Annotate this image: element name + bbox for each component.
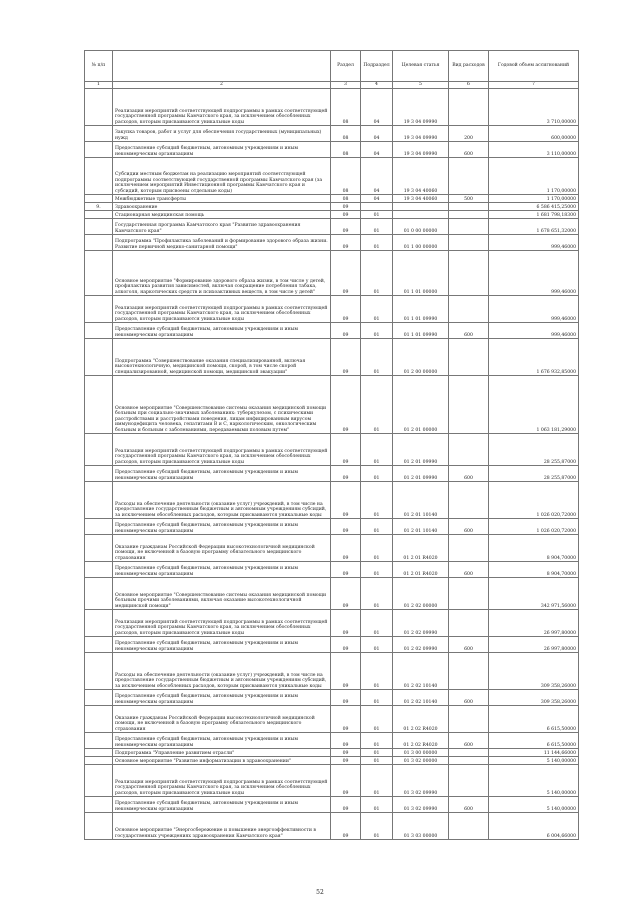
- row-amount: 5 140,00000: [489, 757, 579, 765]
- row-vid: [449, 482, 489, 519]
- row-number: [85, 126, 113, 142]
- row-name: Межбюджетные трансферты: [113, 195, 331, 203]
- row-vid: 600: [449, 562, 489, 578]
- row-amount: 1 026 020,72000: [489, 482, 579, 519]
- row-celevaya: 01 2 01 09990: [393, 434, 449, 466]
- row-vid: [449, 578, 489, 610]
- row-celevaya: 19 3 04 09990: [393, 142, 449, 158]
- table-row: [85, 211, 579, 219]
- row-name: Основное мероприятие "Совершенствование системы оказания медицинской помощи больным прочими заболеваниями, включая оказание высокотехнологичной медицинской помощи": [113, 578, 331, 610]
- row-amount: 1 170,00000: [489, 195, 579, 203]
- row-razdel: 09: [331, 813, 361, 840]
- table-row: [85, 813, 579, 840]
- row-podrazdel: 04: [361, 158, 393, 195]
- header-name: [113, 51, 331, 82]
- row-vid: [449, 203, 489, 211]
- row-podrazdel: 01: [361, 211, 393, 219]
- row-number: [85, 653, 113, 690]
- row-vid: 600: [449, 323, 489, 339]
- row-podrazdel: 01: [361, 562, 393, 578]
- row-celevaya: 01 1 01 00000: [393, 251, 449, 296]
- row-razdel: 09: [331, 235, 361, 251]
- row-podrazdel: 01: [361, 637, 393, 653]
- row-vid: [449, 535, 489, 562]
- row-amount: 8 904,70000: [489, 535, 579, 562]
- table-row: [85, 158, 579, 195]
- table-row: [85, 578, 579, 610]
- row-podrazdel: 01: [361, 749, 393, 757]
- row-vid: 600: [449, 142, 489, 158]
- row-vid: [449, 610, 489, 637]
- table-row: [85, 296, 579, 323]
- row-podrazdel: 01: [361, 765, 393, 797]
- table-row: [85, 535, 579, 562]
- row-amount: 342 971,56000: [489, 578, 579, 610]
- column-index: 4: [361, 82, 393, 89]
- row-number: 9.: [85, 203, 113, 211]
- row-razdel: 09: [331, 706, 361, 733]
- row-vid: [449, 219, 489, 235]
- row-number: [85, 749, 113, 757]
- row-podrazdel: 01: [361, 434, 393, 466]
- table-row: [85, 765, 579, 797]
- row-vid: [449, 211, 489, 219]
- row-name: Государственная программа Камчатского края "Развитие здравоохранения Камчатского края": [113, 219, 331, 235]
- row-celevaya: 01 1 01 09990: [393, 323, 449, 339]
- row-vid: 600: [449, 690, 489, 706]
- row-name: Предоставление субсидий бюджетным, автономным учреждениям и иным некоммерческим организациям: [113, 690, 331, 706]
- row-razdel: 08: [331, 142, 361, 158]
- row-podrazdel: 04: [361, 195, 393, 203]
- row-celevaya: 01 2 02 R4020: [393, 706, 449, 733]
- row-celevaya: 19 3 04 09990: [393, 126, 449, 142]
- row-name: Оказание гражданам Российской Федерации высокотехнологичной медицинской помощи, не включенной в базовую программу обязательного медицинского страхования: [113, 535, 331, 562]
- row-podrazdel: 04: [361, 126, 393, 142]
- row-razdel: 09: [331, 562, 361, 578]
- row-number: [85, 765, 113, 797]
- row-celevaya: 01 2 01 10140: [393, 482, 449, 519]
- row-celevaya: 01 0 00 00000: [393, 219, 449, 235]
- row-razdel: 09: [331, 323, 361, 339]
- row-name: Предоставление субсидий бюджетным, автономным учреждениям и иным некоммерческим организациям: [113, 797, 331, 813]
- row-podrazdel: 01: [361, 690, 393, 706]
- row-razdel: 09: [331, 296, 361, 323]
- row-number: [85, 235, 113, 251]
- row-celevaya: 01 2 01 R4020: [393, 562, 449, 578]
- row-celevaya: 01 2 02 10140: [393, 653, 449, 690]
- row-name: Предоставление субсидий бюджетным, автономным учреждениям и иным некоммерческим организациям: [113, 142, 331, 158]
- row-number: [85, 339, 113, 376]
- row-vid: [449, 158, 489, 195]
- column-index: 2: [113, 82, 331, 89]
- row-celevaya: [393, 203, 449, 211]
- column-index: 1: [85, 82, 113, 89]
- row-razdel: 09: [331, 765, 361, 797]
- table-row: [85, 195, 579, 203]
- row-vid: [449, 235, 489, 251]
- row-vid: [449, 89, 489, 126]
- row-number: [85, 219, 113, 235]
- row-amount: 6 615,50000: [489, 706, 579, 733]
- row-amount: 1 063 181,29000: [489, 376, 579, 434]
- table-row: [85, 757, 579, 765]
- row-vid: [449, 434, 489, 466]
- row-name: Подпрограмма "Управление развитием отрасли": [113, 749, 331, 757]
- row-razdel: 09: [331, 797, 361, 813]
- row-razdel: 09: [331, 733, 361, 749]
- row-number: [85, 323, 113, 339]
- row-podrazdel: 01: [361, 813, 393, 840]
- table-row: [85, 339, 579, 376]
- row-amount: 999,46000: [489, 296, 579, 323]
- row-amount: 5 140,00000: [489, 765, 579, 797]
- row-number: [85, 466, 113, 482]
- row-celevaya: 01 1 00 00000: [393, 235, 449, 251]
- row-amount: 6 615,50000: [489, 733, 579, 749]
- row-celevaya: 01 3 02 00000: [393, 757, 449, 765]
- row-number: [85, 535, 113, 562]
- row-vid: 200: [449, 126, 489, 142]
- row-razdel: 09: [331, 637, 361, 653]
- row-number: [85, 706, 113, 733]
- table-row: [85, 797, 579, 813]
- header-sum: Годовой объем ассигнований: [489, 51, 579, 82]
- row-podrazdel: 01: [361, 733, 393, 749]
- row-razdel: 09: [331, 203, 361, 211]
- row-number: [85, 610, 113, 637]
- table-row: [85, 142, 579, 158]
- row-razdel: 08: [331, 158, 361, 195]
- table-row: [85, 653, 579, 690]
- row-podrazdel: 01: [361, 235, 393, 251]
- row-razdel: 09: [331, 519, 361, 535]
- row-razdel: 09: [331, 690, 361, 706]
- row-amount: 1 026 020,72000: [489, 519, 579, 535]
- row-vid: [449, 813, 489, 840]
- row-razdel: 09: [331, 482, 361, 519]
- column-index: 3: [331, 82, 361, 89]
- row-name: Предоставление субсидий бюджетным, автономным учреждениям и иным некоммерческим организациям: [113, 637, 331, 653]
- row-number: [85, 797, 113, 813]
- row-podrazdel: 01: [361, 376, 393, 434]
- row-razdel: 09: [331, 339, 361, 376]
- row-razdel: 09: [331, 211, 361, 219]
- row-razdel: 08: [331, 126, 361, 142]
- row-vid: [449, 376, 489, 434]
- table-row: [85, 251, 579, 296]
- column-index: 5: [393, 82, 449, 89]
- row-podrazdel: 01: [361, 706, 393, 733]
- row-podrazdel: 01: [361, 219, 393, 235]
- row-name: Оказание гражданам Российской Федерации высокотехнологичной медицинской помощи, не включенной в базовую программу обязательного медицинского страхования: [113, 706, 331, 733]
- budget-table: [84, 50, 579, 840]
- table-row: [85, 690, 579, 706]
- row-amount: 26 997,80000: [489, 637, 579, 653]
- table-row: [85, 126, 579, 142]
- row-podrazdel: 01: [361, 757, 393, 765]
- row-amount: 8 904,70000: [489, 562, 579, 578]
- table-row: [85, 89, 579, 126]
- row-number: [85, 142, 113, 158]
- row-vid: [449, 765, 489, 797]
- row-vid: [449, 757, 489, 765]
- row-number: [85, 690, 113, 706]
- row-celevaya: 19 3 04 09990: [393, 89, 449, 126]
- row-amount: 999,46000: [489, 323, 579, 339]
- row-name: Основное мероприятие "Развитие информатизации в здравоохранении": [113, 757, 331, 765]
- row-vid: 600: [449, 733, 489, 749]
- row-razdel: 08: [331, 89, 361, 126]
- row-celevaya: 01 3 02 09990: [393, 797, 449, 813]
- row-name: Реализация мероприятий соответствующей подпрограммы в рамках соответствующей государственной программы Камчатского края, за исключением обособленных расходов, которым присваиваются уникальные коды: [113, 610, 331, 637]
- header-razdel: Раздел: [331, 51, 361, 82]
- row-name: Предоставление субсидий бюджетным, автономным учреждениям и иным некоммерческим организациям: [113, 466, 331, 482]
- row-vid: [449, 296, 489, 323]
- row-vid: 600: [449, 637, 489, 653]
- row-vid: [449, 339, 489, 376]
- table-row: [85, 482, 579, 519]
- row-celevaya: [393, 211, 449, 219]
- table-row: [85, 323, 579, 339]
- row-amount: 28 255,87000: [489, 466, 579, 482]
- row-podrazdel: 01: [361, 653, 393, 690]
- table-row: [85, 519, 579, 535]
- row-razdel: 09: [331, 251, 361, 296]
- row-amount: 6 004,66000: [489, 813, 579, 840]
- row-celevaya: 01 2 02 R4020: [393, 733, 449, 749]
- table-row: [85, 637, 579, 653]
- row-number: [85, 251, 113, 296]
- row-razdel: 09: [331, 376, 361, 434]
- row-celevaya: 01 3 03 00000: [393, 813, 449, 840]
- column-index-row: [85, 82, 579, 89]
- row-name: Основное мероприятие "Совершенствование системы оказания медицинской помощи больным при социально-значимых заболеваниях: туберкулезом, с психическими расстройствами и расстройствами поведения, лицам инфицированным вирусом иммунодефицита человека, гепатитами B и C, наркологическим, онкологическим больным и больным с заболеваниями, передаваемыми половым путем": [113, 376, 331, 434]
- row-number: [85, 578, 113, 610]
- row-podrazdel: 01: [361, 251, 393, 296]
- row-celevaya: 01 2 01 10140: [393, 519, 449, 535]
- row-podrazdel: 01: [361, 797, 393, 813]
- header-podrazdel: Подраздел: [361, 51, 393, 82]
- row-celevaya: 01 3 00 00000: [393, 749, 449, 757]
- row-amount: 309 358,26000: [489, 653, 579, 690]
- row-number: [85, 376, 113, 434]
- table-row: [85, 562, 579, 578]
- header-vid: Вид расходов: [449, 51, 489, 82]
- row-celevaya: 01 2 02 10140: [393, 690, 449, 706]
- row-name: Расходы на обеспечение деятельности (оказание услуг) учреждений, в том числе на предоставление государственным бюджетным и автономным учреждениям субсидий, за исключением обособленных расходов, которым присваиваются уникальные коды: [113, 482, 331, 519]
- row-number: [85, 89, 113, 126]
- row-podrazdel: 01: [361, 535, 393, 562]
- table-row: [85, 733, 579, 749]
- row-amount: 6 586 415,25000: [489, 203, 579, 211]
- row-amount: 11 144,66000: [489, 749, 579, 757]
- row-razdel: 09: [331, 578, 361, 610]
- row-podrazdel: 01: [361, 578, 393, 610]
- budget-table-page: [84, 50, 578, 840]
- row-number: [85, 637, 113, 653]
- row-celevaya: 01 2 02 00000: [393, 578, 449, 610]
- table-row: [85, 434, 579, 466]
- row-podrazdel: [361, 203, 393, 211]
- row-amount: 309 358,26000: [489, 690, 579, 706]
- row-number: [85, 195, 113, 203]
- page-number: 52: [316, 889, 324, 896]
- row-razdel: 09: [331, 610, 361, 637]
- table-row: [85, 219, 579, 235]
- row-name: Здравоохранение: [113, 203, 331, 211]
- row-podrazdel: 01: [361, 610, 393, 637]
- row-celevaya: 19 3 04 40060: [393, 195, 449, 203]
- row-podrazdel: 01: [361, 482, 393, 519]
- row-amount: 1 681 798,18300: [489, 211, 579, 219]
- row-celevaya: 19 3 04 40060: [393, 158, 449, 195]
- row-podrazdel: 01: [361, 519, 393, 535]
- row-razdel: 09: [331, 535, 361, 562]
- row-amount: 600,00000: [489, 126, 579, 142]
- row-amount: 1 676 932,85000: [489, 339, 579, 376]
- row-name: Закупка товаров, работ и услуг для обеспечения государственных (муниципальных) нужд: [113, 126, 331, 142]
- row-razdel: 09: [331, 749, 361, 757]
- header-num: № п/п: [85, 51, 113, 82]
- column-index: 7: [489, 82, 579, 89]
- row-celevaya: 01 2 02 09990: [393, 610, 449, 637]
- row-number: [85, 434, 113, 466]
- row-number: [85, 519, 113, 535]
- table-row: [85, 610, 579, 637]
- row-razdel: 09: [331, 434, 361, 466]
- row-number: [85, 733, 113, 749]
- row-name: Основное мероприятие "Формирование здорового образа жизни, в том числе у детей, профилактика развития зависимостей, включая сокращение потребления табака, алкоголя, наркотических средств и психоактивных веществ, в том числе у детей": [113, 251, 331, 296]
- row-podrazdel: 04: [361, 142, 393, 158]
- row-celevaya: 01 2 02 09990: [393, 637, 449, 653]
- row-name: Основное мероприятие "Энергосбережение и повышение энергоэффективности в государственных учреждениях здравоохранения Камчатского края": [113, 813, 331, 840]
- row-number: [85, 158, 113, 195]
- row-amount: 28 255,87000: [489, 434, 579, 466]
- header-celevaya: Целевая статья: [393, 51, 449, 82]
- column-index: 6: [449, 82, 489, 89]
- row-podrazdel: 01: [361, 323, 393, 339]
- row-name: Предоставление субсидий бюджетным, автономным учреждениям и иным некоммерческим организациям: [113, 562, 331, 578]
- row-name: Предоставление субсидий бюджетным, автономным учреждениям и иным некоммерческим организациям: [113, 323, 331, 339]
- row-vid: 600: [449, 519, 489, 535]
- row-celevaya: 01 3 02 09990: [393, 765, 449, 797]
- row-vid: 600: [449, 797, 489, 813]
- table-row: [85, 376, 579, 434]
- row-vid: [449, 653, 489, 690]
- row-number: [85, 813, 113, 840]
- table-row: [85, 706, 579, 733]
- row-number: [85, 211, 113, 219]
- row-celevaya: 01 2 01 R4020: [393, 535, 449, 562]
- row-name: Расходы на обеспечение деятельности (оказание услуг) учреждений, в том числе на предоставление государственным бюджетным и автономным учреждениям субсидий, за исключением обособленных расходов, которым присваиваются уникальные коды: [113, 653, 331, 690]
- row-amount: 26 997,80000: [489, 610, 579, 637]
- table-row: [85, 749, 579, 757]
- table-row: [85, 466, 579, 482]
- row-name: Подпрограмма "Профилактика заболеваний и формирование здорового образа жизни. Развитие первичной медико-санитарной помощи": [113, 235, 331, 251]
- row-podrazdel: 01: [361, 339, 393, 376]
- row-celevaya: 01 2 01 09990: [393, 466, 449, 482]
- table-row: [85, 235, 579, 251]
- table-header-row: [85, 51, 579, 82]
- row-name: Реализация мероприятий соответствующей подпрограммы в рамках соответствующей государственной программы Камчатского края, за исключением обособленных расходов, которым присваиваются уникальные коды: [113, 89, 331, 126]
- row-razdel: 08: [331, 195, 361, 203]
- row-celevaya: 01 1 01 09990: [393, 296, 449, 323]
- row-razdel: 09: [331, 653, 361, 690]
- row-number: [85, 562, 113, 578]
- row-podrazdel: 01: [361, 466, 393, 482]
- row-vid: 600: [449, 466, 489, 482]
- row-podrazdel: 01: [361, 296, 393, 323]
- row-amount: 3 710,00000: [489, 89, 579, 126]
- row-amount: 1 170,00000: [489, 158, 579, 195]
- row-name: Стационарная медицинская помощь: [113, 211, 331, 219]
- row-name: Реализация мероприятий соответствующей подпрограммы в рамках соответствующей государственной программы Камчатского края, за исключением обособленных расходов, которым присваиваются уникальные коды: [113, 434, 331, 466]
- row-name: Реализация мероприятий соответствующей подпрограммы в рамках соответствующей государственной программы Камчатского края, за исключением обособленных расходов, которым присваиваются уникальные коды: [113, 296, 331, 323]
- row-podrazdel: 04: [361, 89, 393, 126]
- row-razdel: 09: [331, 219, 361, 235]
- row-name: Предоставление субсидий бюджетным, автономным учреждениям и иным некоммерческим организациям: [113, 733, 331, 749]
- row-amount: 5 140,00000: [489, 797, 579, 813]
- row-vid: [449, 749, 489, 757]
- row-name: Предоставление субсидий бюджетным, автономным учреждениям и иным некоммерческим организациям: [113, 519, 331, 535]
- row-number: [85, 757, 113, 765]
- row-vid: 500: [449, 195, 489, 203]
- row-vid: [449, 251, 489, 296]
- row-celevaya: 01 2 01 00000: [393, 376, 449, 434]
- row-amount: 999,46000: [489, 235, 579, 251]
- row-name: Подпрограмма "Совершенствование оказания специализированной, включая высокотехнологичную, медицинской помощи, скорой, в том числе скорой специализированной, медицинской помощи, медицинской эвакуации": [113, 339, 331, 376]
- table-row: [85, 203, 579, 211]
- row-amount: 1 678 651,32000: [489, 219, 579, 235]
- row-vid: [449, 706, 489, 733]
- row-name: Реализация мероприятий соответствующей подпрограммы в рамках соответствующей государственной программы Камчатского края, за исключением обособленных расходов, которым присваиваются уникальные коды: [113, 765, 331, 797]
- row-number: [85, 296, 113, 323]
- row-razdel: 09: [331, 757, 361, 765]
- row-amount: 999,46000: [489, 251, 579, 296]
- row-razdel: 09: [331, 466, 361, 482]
- row-celevaya: 01 2 00 00000: [393, 339, 449, 376]
- row-amount: 3 110,00000: [489, 142, 579, 158]
- row-number: [85, 482, 113, 519]
- row-name: Субсидии местным бюджетам на реализацию мероприятий соответствующей подпрограммы соответствующей государственной программы Камчатского края (за исключением мероприятий Инвестиционной программы Камчатского края и субсидий, которым присвоены отдельные коды): [113, 158, 331, 195]
